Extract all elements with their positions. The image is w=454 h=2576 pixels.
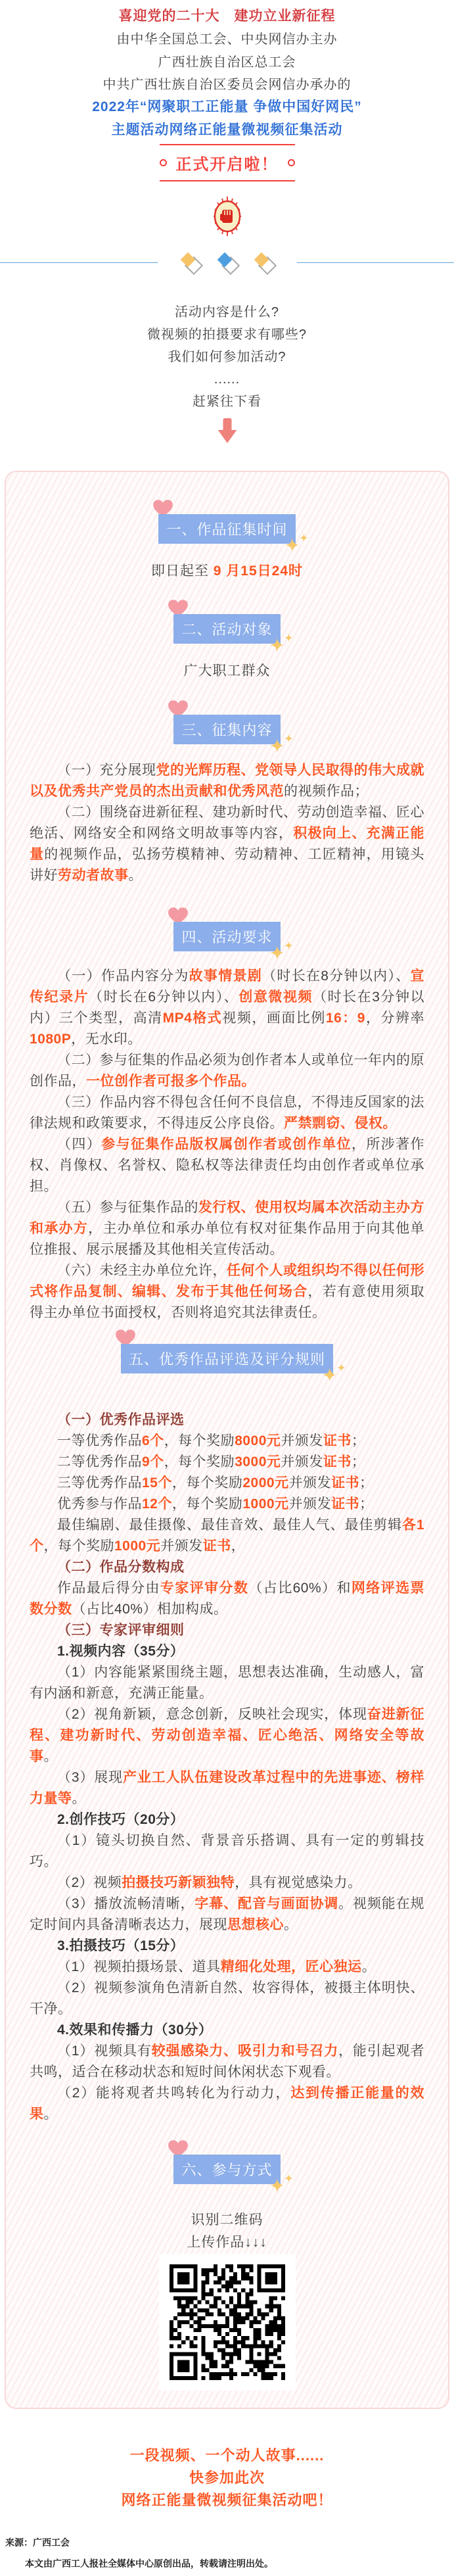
sparkles-icon: [269, 730, 296, 756]
text-line: 一段视频、一个动人故事......: [0, 2445, 454, 2467]
section-badge-5: [121, 1344, 333, 1373]
diamond-divider: [0, 254, 454, 271]
text-line: 快参加此次: [0, 2467, 454, 2489]
fist-icon: [208, 196, 247, 237]
qr-code-image[interactable]: [170, 2264, 285, 2380]
paragraph: （3）播放流畅清晰，字幕、配音与画面协调。视频能在规定时间内具备清晰表达力，展现思想核心。: [30, 1894, 424, 1936]
paragraph: （2）能将观者共鸣转化为行动力，达到传播正能量的效果。: [30, 2083, 424, 2125]
activity-title-line1: 2022年“网聚职工正能量 争做中国好网民”: [0, 95, 454, 118]
sparkles-icon: [321, 1359, 349, 1385]
paragraph: （六）未经主办单位允许，任何个人或组织均不得以任何形式将作品复制、编辑、发布于其他任何场合，若有意使用须取得主办单位书面授权，否则将追究其法律责任。: [30, 1260, 424, 1324]
source-line: 来源：广西工会: [5, 2537, 449, 2548]
collection-time: 即日起至 9 月15日24时: [30, 561, 424, 582]
down-arrow-icon: [216, 417, 238, 444]
section-badge-4: [173, 922, 280, 951]
sparkles-icon: [269, 937, 296, 963]
opening-banner-text: 正式开启啦！: [176, 151, 279, 174]
diamond-icon: [219, 254, 236, 271]
opening-banner: [160, 144, 295, 181]
section-title: 三、征集内容: [173, 715, 280, 744]
paragraph: （一）优秀作品评选: [30, 1410, 424, 1431]
paragraph: （二）作品分数构成: [30, 1557, 424, 1578]
paragraph: （二）围绕奋进新征程、建功新时代、劳动创造幸福、匠心绝活、网络安全和网络文明故事等内容，积极向上、充满正能量的视频作品，弘扬劳模精神、劳动精神、工匠精神，用镜头讲好劳动者故事。: [30, 802, 424, 886]
paragraph: （一）充分展现党的光辉历程、党领导人民取得的伟大成就以及优秀共产党员的杰出贡献和优秀风范的视频作品；: [30, 760, 424, 802]
cta-text: 赶紧往下看: [0, 391, 454, 413]
paragraph: （1）镜头切换自然、背景音乐搭调、具有一定的剪辑技巧。: [30, 1830, 424, 1872]
selection-rules: [30, 1410, 424, 2125]
paragraph: （1）视频拍摄场景、道具精细化处理，匠心独运。: [30, 1957, 424, 1978]
fist-badge: [0, 196, 454, 237]
paragraph: 3.拍摄技巧（15分）: [30, 1936, 424, 1957]
activity-requirements: [30, 966, 424, 1324]
sparkles-icon: [269, 2170, 296, 2196]
paragraph: （2）视角新颖，意念创新，反映社会现实，体现奋进新征程、建功新时代、劳动创造幸福、匠心绝活、网络安全等故事。: [30, 1704, 424, 1767]
paragraph: 2.创作技巧（20分）: [30, 1809, 424, 1830]
page-title: 喜迎党的二十大 建功立业新征程: [0, 4, 454, 27]
paragraph: 4.效果和传播力（30分）: [30, 2020, 424, 2041]
intro-questions: [0, 301, 454, 413]
section-title: 二、活动对象: [173, 614, 280, 644]
paragraph: （2）视频参演角色清新自然、妆容得体，被摄主体明快、干净。: [30, 1978, 424, 2020]
sparkles-icon: [284, 529, 311, 556]
paragraph: （3）展现产业工人队伍建设改革过程中的先进事迹、榜样力量等。: [30, 1767, 424, 1809]
sparkles-icon: [269, 629, 296, 656]
section-badge-1: [158, 514, 295, 544]
paragraph: 最佳编剧、最佳摄像、最佳音效、最佳人气、最佳剪辑各1个，每个奖励1000元并颁发证书，: [30, 1515, 424, 1557]
paragraph: （1）内容能紧紧围绕主题，思想表达准确，生动感人，富有内涵和新意，充满正能量。: [30, 1662, 424, 1704]
paragraph: （三）专家评审细则: [30, 1620, 424, 1641]
paragraph: （二）参与征集的作品必须为创作者本人或单位一年内的原创作品，一位创作者可报多个作品。: [30, 1050, 424, 1092]
section-title: 六、参与方式: [173, 2155, 280, 2184]
target-audience: 广大职工群众: [30, 661, 424, 682]
text-line: 识别二维码: [30, 2209, 424, 2231]
content-panel: [5, 471, 449, 2409]
paragraph: 1.视频内容（35分）: [30, 1641, 424, 1662]
scroll-hint: [0, 417, 454, 444]
text-line: 我们如何参加活动?: [0, 346, 454, 368]
text-line: 上传作品↓↓↓: [30, 2231, 424, 2254]
header: [0, 0, 454, 140]
section-title: 四、活动要求: [173, 922, 280, 951]
paragraph: （四）参与征集作品版权属创作者或创作单位，所涉著作权、肖像权、名誉权、隐私权等法律责任均由创作者或单位承担。: [30, 1134, 424, 1197]
outro-slogan: [0, 2445, 454, 2512]
section-title: 五、优秀作品评选及评分规则: [121, 1344, 333, 1373]
section-badge-2: [173, 614, 280, 644]
diamond-icon: [182, 254, 199, 271]
question-list: [0, 301, 454, 391]
paragraph: （一）作品内容分为故事情景剧（时长在8分钟以内）、宣传纪录片（时长在6分钟以内）、创意微视频（时长在3分钟以内）三个类型，高清MP4格式视频，画面比例16：9，分辨率1080P，无水印。: [30, 966, 424, 1050]
paragraph: （1）视频具有较强感染力、吸引力和号召力，能引起观者共鸣，适合在移动状态和短时间休闲状态下观看。: [30, 2041, 424, 2083]
text-line: ......: [0, 368, 454, 391]
text-line: 活动内容是什么?: [0, 301, 454, 323]
paragraph: （2）视频拍摄技巧新颖独特，具有视觉感染力。: [30, 1872, 424, 1894]
participation-instructions: [30, 2209, 424, 2254]
paragraph: （三）作品内容不得包含任何不良信息，不得违反国家的法律法规和政策要求，不得违反公序良俗。严禁剽窃、侵权。: [30, 1092, 424, 1134]
organizer-line: 由中华全国总工会、中央网信办主办: [0, 27, 454, 50]
organizer-line: 中共广西壮族自治区委员会网信办承办的: [0, 72, 454, 95]
footer: [0, 2537, 454, 2576]
divider-line: [0, 262, 158, 263]
paragraph: （五）参与征集作品的发行权、使用权均属本次活动主办方和承办方，主办单位和承办单位有权对征集作品用于向其他单位推报、展示展播及其他相关宣传活动。: [30, 1197, 424, 1260]
organizer-line: 广西壮族自治区总工会: [0, 49, 454, 72]
banner-dot-icon: [160, 159, 167, 166]
text-line: 微视频的拍摄要求有哪些?: [0, 323, 454, 346]
paragraph: 一等优秀作品6个，每个奖励8000元并颁发证书；: [30, 1431, 424, 1452]
activity-title-line2: 主题活动网络正能量微视频征集活动: [0, 118, 454, 141]
section-title: 一、作品征集时间: [158, 514, 295, 544]
diamond-icon: [256, 254, 273, 271]
divider-line: [297, 262, 454, 263]
qr-code[interactable]: [159, 2254, 296, 2391]
text-line: 网络正能量微视频征集活动吧！: [0, 2489, 454, 2512]
paragraph: 二等优秀作品9个，每个奖励3000元并颁发证书；: [30, 1452, 424, 1473]
paragraph: 优秀参与作品12个，每个奖励1000元并颁发证书；: [30, 1494, 424, 1515]
collection-content: [30, 760, 424, 886]
banner-dot-icon: [288, 159, 295, 166]
section-badge-6: [173, 2155, 280, 2184]
copyright-note: 本文由广西工人报社全媒体中心原创出品，转载请注明出处。: [5, 2558, 449, 2569]
paragraph: 作品最后得分由专家评审分数（占比60%）和网络评选票数分数（占比40%）相加构成。: [30, 1578, 424, 1620]
paragraph: 三等优秀作品15个，每个奖励2000元并颁发证书；: [30, 1473, 424, 1494]
section-badge-3: [173, 715, 280, 744]
